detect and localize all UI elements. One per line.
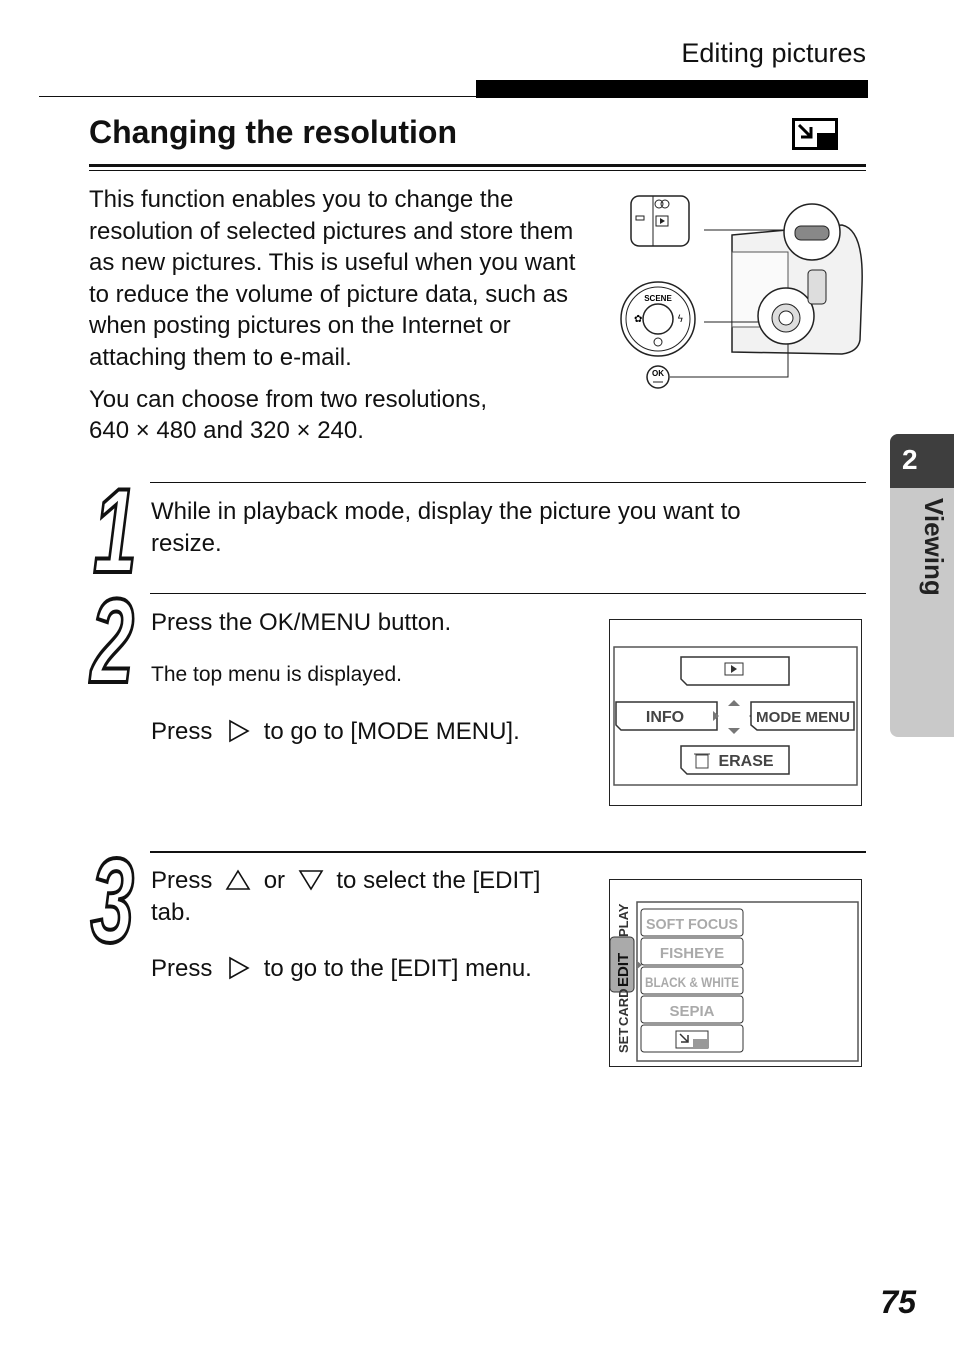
step-3-press-updown: Press or to select the [EDIT] tab. [151, 867, 541, 926]
info-button [616, 702, 717, 730]
title-rule-thin [89, 170, 866, 171]
lcd-top-menu [609, 619, 862, 806]
header-rule [39, 96, 479, 97]
resolution-choices [89, 384, 549, 446]
mode-menu-button [751, 702, 854, 730]
step-1-line: While in playback mode, display the picture you want to [151, 498, 741, 525]
menu-item-sepia [641, 996, 743, 1023]
right-arrow-icon [225, 956, 251, 980]
svg-text:CARD: CARD [616, 988, 631, 1026]
intro-line: This function enables you to change the [89, 186, 514, 213]
svg-text:INFO: INFO [645, 709, 685, 726]
step-rule [150, 482, 866, 483]
scene-label: SCENE [644, 294, 672, 303]
up-arrow-icon [225, 868, 251, 892]
step-1-line: resize. [151, 530, 222, 557]
menu-item-resize [641, 1025, 743, 1052]
right-arrow-icon [225, 719, 251, 743]
mode-switch-icon [631, 196, 689, 246]
intro-paragraph [89, 184, 609, 373]
step-rule [150, 593, 866, 594]
ok-menu-button-icon [647, 366, 669, 388]
svg-text:3: 3 [90, 842, 134, 952]
tab-edit [610, 937, 634, 992]
intro-line: attaching them to e-mail. [89, 343, 352, 371]
svg-text:FISHEYE: FISHEYE [659, 945, 725, 962]
step-rule [150, 851, 866, 853]
intro-line: to reduce the volume of picture data, such as [89, 280, 568, 308]
svg-text:2: 2 [90, 582, 134, 692]
step-1-text [151, 496, 741, 560]
chapter-label: Viewing [919, 498, 949, 596]
down-arrow-icon [298, 868, 324, 892]
step-2-note: The top menu is displayed. [151, 663, 402, 686]
tab-set [616, 1028, 631, 1053]
resize-icon [792, 118, 838, 150]
ok-label: OK [652, 369, 664, 378]
menu-item-soft-focus [641, 909, 743, 936]
step-2-press: Press to go to [MODE MENU]. [151, 718, 520, 745]
intro-line: as new pictures. This is useful when you want [89, 249, 576, 276]
menu-item-fisheye [641, 938, 743, 965]
step-number-3 [88, 842, 148, 952]
svg-text:BLACK & WHITE: BLACK & WHITE [645, 974, 739, 990]
title-rule [89, 164, 866, 167]
tab-play [616, 903, 631, 937]
tab-card [616, 988, 631, 1026]
menu-item-black-white [641, 967, 743, 994]
camera-illustration [612, 190, 866, 390]
choice-line: 640 × 480 and 320 × 240. [89, 417, 364, 444]
step-number-2 [88, 582, 148, 692]
step-3-press-right: Press to go to the [EDIT] menu. [151, 955, 532, 982]
svg-text:ϟ: ϟ [677, 314, 684, 325]
running-header: Editing pictures [681, 38, 866, 68]
section-title: Changing the resolution [89, 114, 457, 150]
header-black-bar [476, 80, 868, 98]
svg-text:MODE MENU: MODE MENU [756, 709, 850, 726]
svg-text:✿: ✿ [634, 314, 643, 325]
step-number-1 [88, 472, 148, 582]
step-2-main: Press the OK/MENU button. [151, 609, 452, 636]
camera-body [732, 204, 862, 354]
svg-text:EDIT: EDIT [615, 952, 632, 987]
svg-text:SEPIA: SEPIA [669, 1003, 715, 1020]
svg-text:SET: SET [616, 1027, 631, 1053]
svg-text:SOFT FOCUS: SOFT FOCUS [646, 916, 738, 933]
svg-text:1: 1 [93, 472, 137, 582]
control-dial-icon [621, 282, 695, 356]
chapter-number: 2 [890, 434, 954, 488]
intro-line: when posting pictures on the Internet or [89, 312, 511, 339]
svg-text:ERASE: ERASE [718, 753, 774, 770]
choice-line: You can choose from two resolutions, [89, 386, 488, 413]
intro-line: resolution of selected pictures and store them [89, 217, 574, 245]
page-number: 75 [880, 1284, 916, 1320]
svg-text:PLAY: PLAY [616, 903, 631, 937]
lcd-edit-menu [609, 879, 862, 1067]
erase-button [681, 746, 789, 774]
playback-menu-button [681, 657, 789, 685]
